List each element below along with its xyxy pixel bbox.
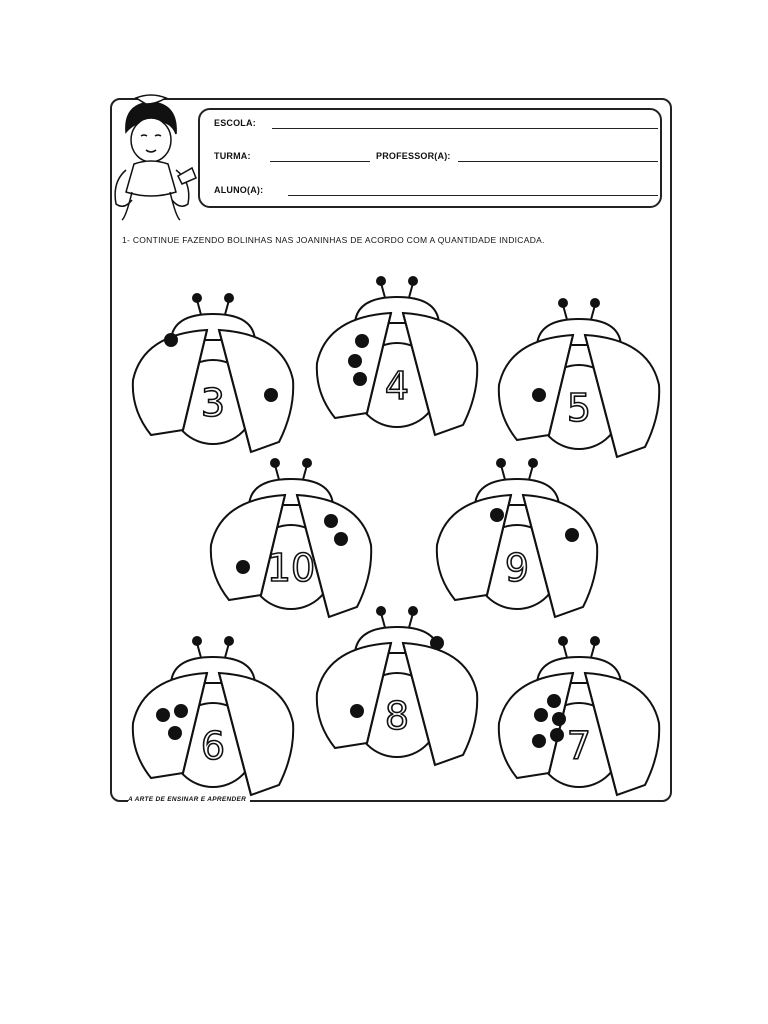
ladybug-8[interactable]: [494, 628, 664, 808]
ladybug-1[interactable]: [128, 285, 298, 465]
teacher-label: PROFESSOR(A):: [376, 151, 451, 161]
ladybug-number: 9: [504, 546, 530, 590]
ladybug-dot: [490, 508, 504, 522]
ladybug-number: 7: [566, 724, 592, 768]
ladybug-dot: [532, 388, 546, 402]
class-label: TURMA:: [214, 151, 251, 161]
ladybug-6[interactable]: [128, 628, 298, 808]
ladybug-dot: [552, 712, 566, 726]
ladybug-number: 8: [384, 694, 410, 738]
ladybug-dot: [550, 728, 564, 742]
ladybug-dot: [565, 528, 579, 542]
ladybug-number: 10: [266, 546, 316, 590]
class-field[interactable]: [270, 161, 370, 162]
ladybug-dot: [264, 388, 278, 402]
student-label: ALUNO(A):: [214, 185, 264, 195]
ladybug-dot: [156, 708, 170, 722]
ladybug-dot: [430, 636, 444, 650]
ladybug-number: 5: [566, 386, 592, 430]
ladybug-dot: [174, 704, 188, 718]
student-field[interactable]: [288, 195, 658, 196]
ladybug-2[interactable]: [312, 268, 482, 448]
footer-credit: A ARTE DE ENSINAR E APRENDER: [128, 796, 250, 803]
ladybug-7[interactable]: [312, 598, 482, 778]
ladybug-dot: [334, 532, 348, 546]
ladybug-number: 4: [384, 364, 410, 408]
ladybug-dot: [353, 372, 367, 386]
ladybug-dot: [236, 560, 250, 574]
ladybug-dot: [532, 734, 546, 748]
ladybug-dot: [350, 704, 364, 718]
ladybug-dot: [348, 354, 362, 368]
ladybug-number: 6: [200, 724, 226, 768]
school-label: ESCOLA:: [214, 118, 256, 128]
ladybug-dot: [534, 708, 548, 722]
ladybug-dot: [324, 514, 338, 528]
exercise-instruction: 1- CONTINUE FAZENDO BOLINHAS NAS JOANINHAS DE ACORDO COM A QUANTIDADE INDICADA.: [122, 235, 545, 245]
teacher-field[interactable]: [458, 161, 658, 162]
school-field[interactable]: [272, 128, 658, 129]
ladybug-3[interactable]: [494, 290, 664, 470]
ladybug-dot: [168, 726, 182, 740]
ladybug-dot: [355, 334, 369, 348]
ladybug-number: 3: [200, 381, 226, 425]
ladybug-dot: [164, 333, 178, 347]
ladybug-dot: [547, 694, 561, 708]
princess-illustration: [96, 92, 208, 222]
